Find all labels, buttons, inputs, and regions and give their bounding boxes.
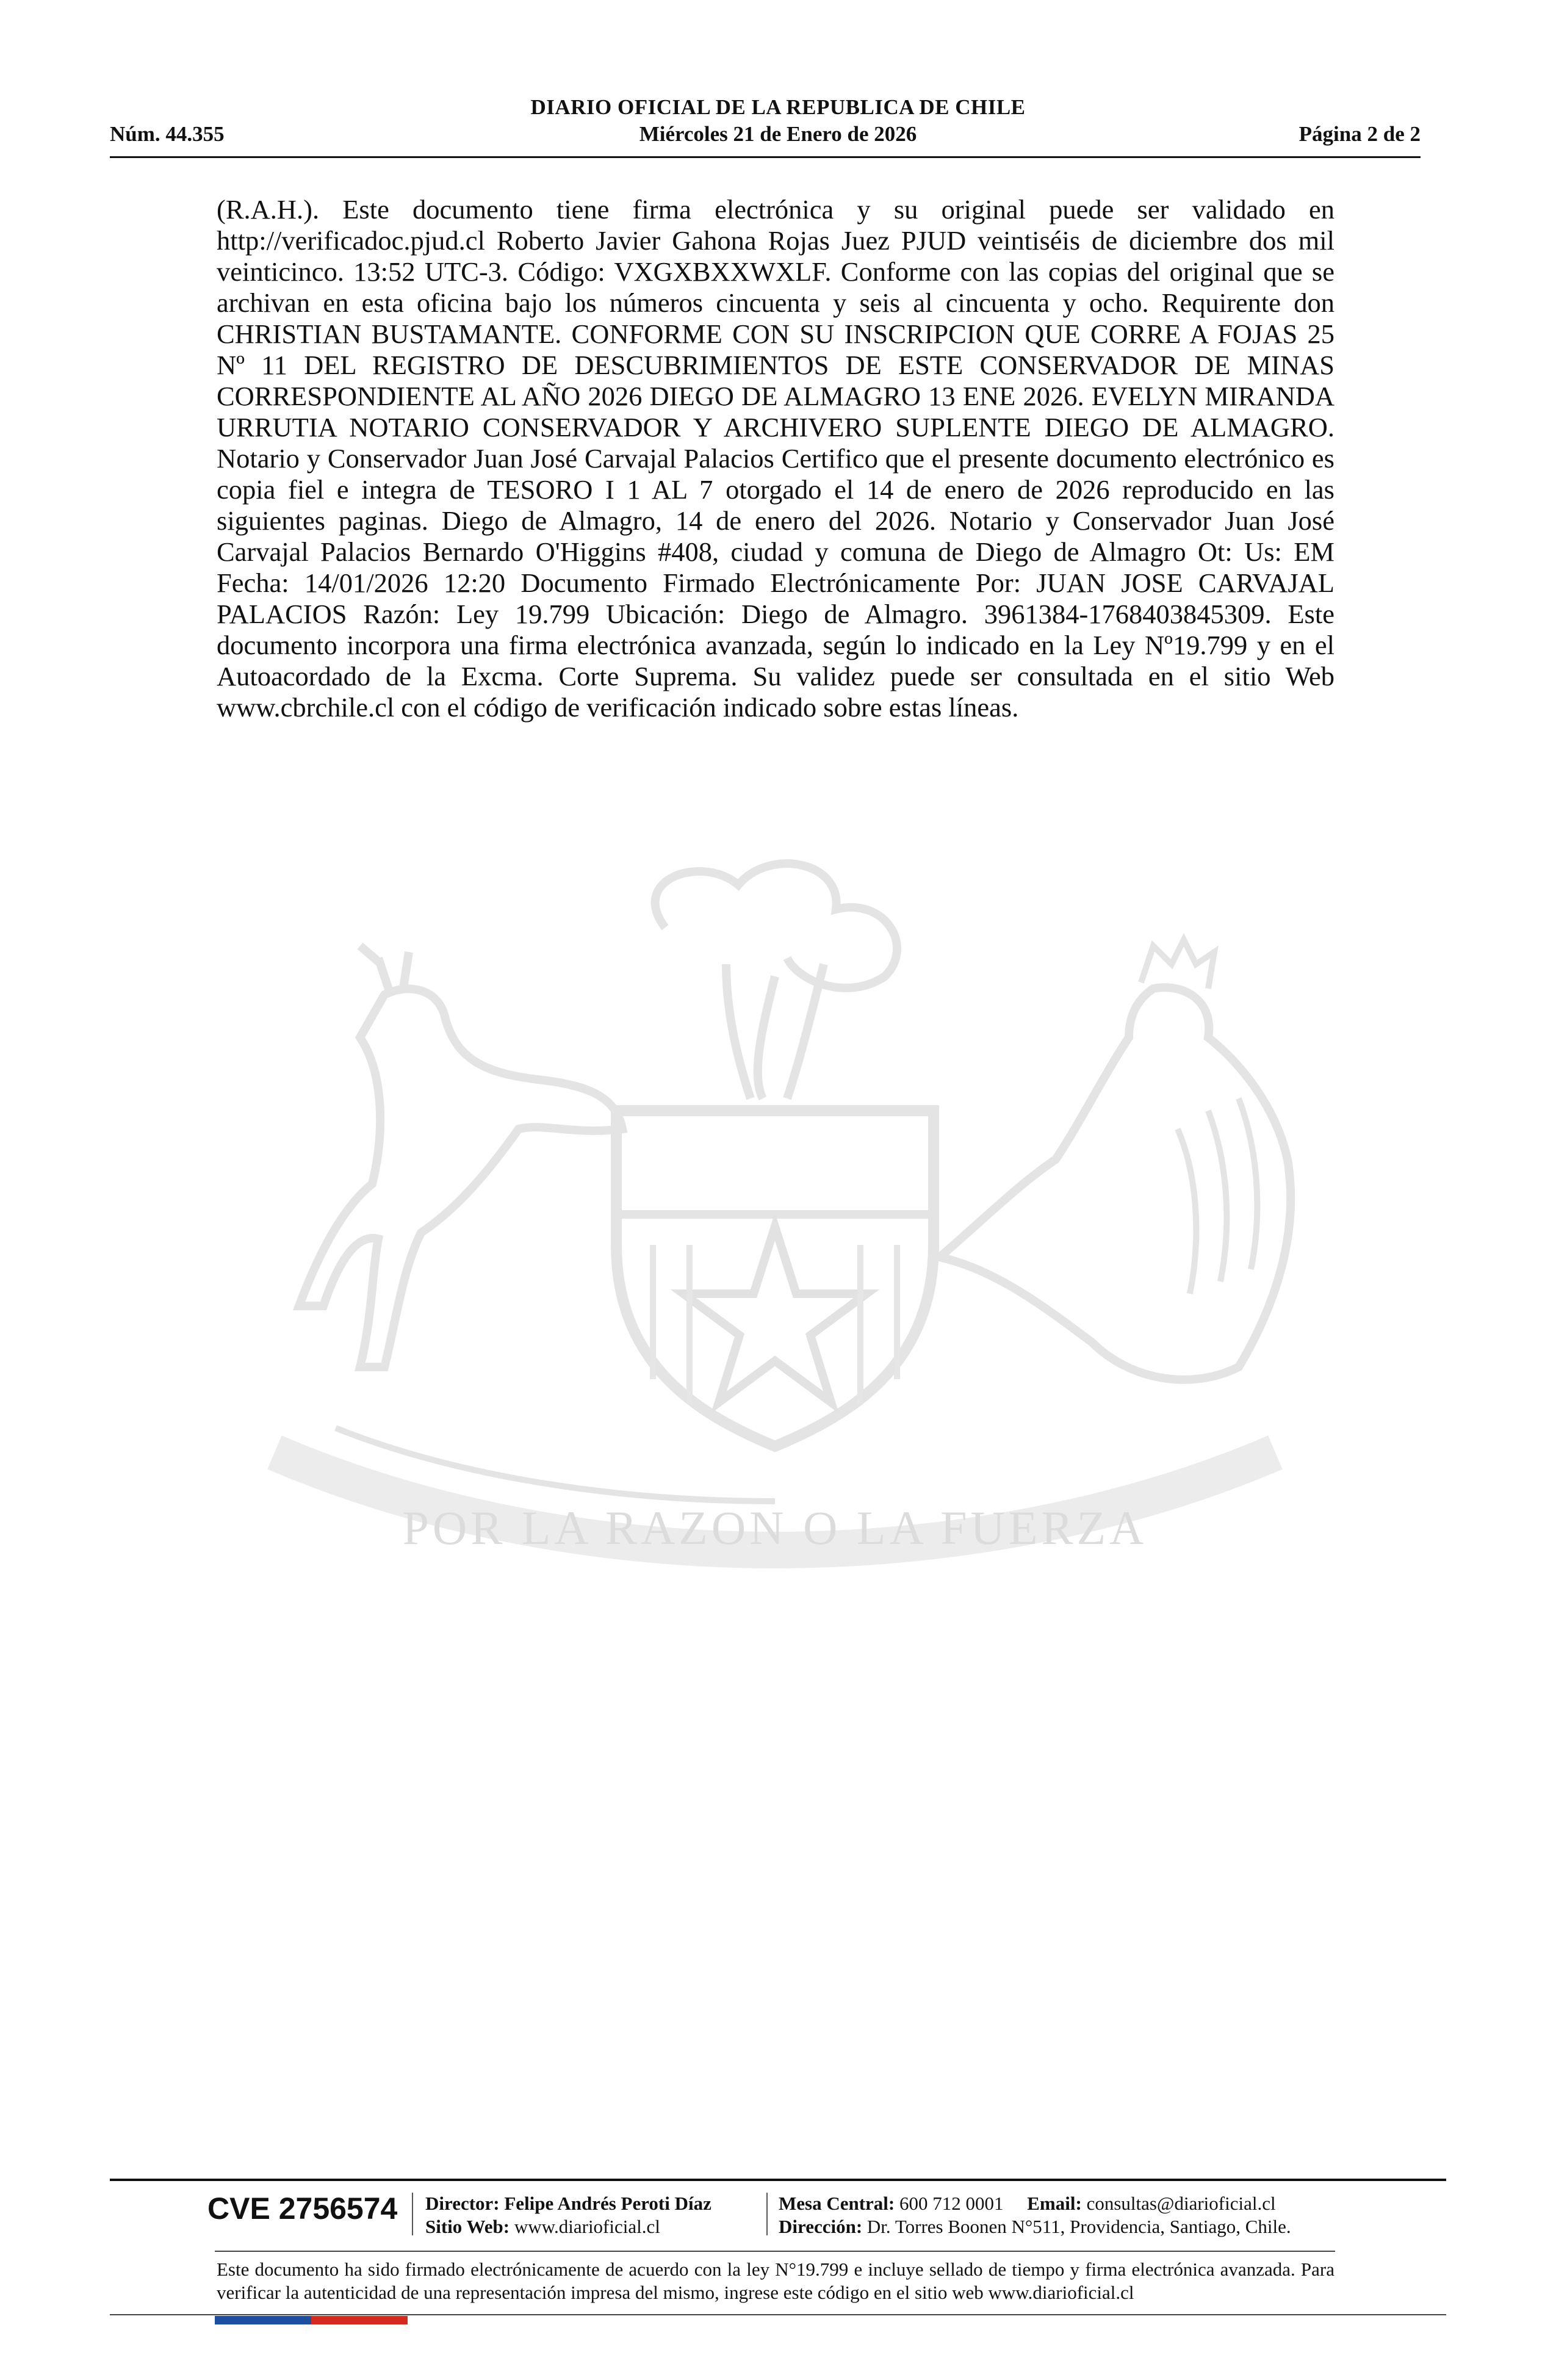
cve-code: CVE 2756574 (207, 2191, 398, 2226)
flag-stripe-blue (215, 2316, 311, 2324)
address-value: Dr. Torres Boonen N°511, Providencia, Santiago, Chile. (866, 2216, 1291, 2237)
footer-separator (766, 2193, 768, 2235)
motto-text: POR LA RAZON O LA FUERZA (402, 1501, 1148, 1554)
page-number: Página 2 de 2 (1298, 122, 1421, 146)
footer-bottom-divider (110, 2314, 1446, 2315)
issue-date: Miércoles 21 de Enero de 2026 (639, 122, 917, 146)
document-body: (R.A.H.). Este documento tiene firma electrónica y su original puede ser validado en http://verificadoc.pjud.cl Roberto Javier Gahona Rojas Juez PJUD veintiséis de diciembre dos mil veinticinco. 13:52 UTC-3. Código: VXGXBXXWXLF. Conforme con las copias del original que se archivan en esta oficina bajo los números cincuenta y seis al cincuenta y ocho. Requirente don CHRISTIAN BUSTAMANTE. CONFORME CON SU INSCRIPCION QUE CORRE A FOJAS 25 Nº 11 DEL REGISTRO DE DESCUBRIMIENTOS DE ESTE CONSERVADOR DE MINAS CORRESPONDIENTE AL AÑO 2026 DIEGO DE ALMAGRO 13 ENE 2026. EVELYN MIRANDA URRUTIA NOTARIO CONSERVADOR Y ARCHIVERO SUPLENTE DIEGO DE ALMAGRO. Notario y Conservador Juan José Carvajal Palacios Certifico que el presente documento electrónico es copia fiel e integra de TESORO I 1 AL 7 otorgado el 14 de enero de 2026 reproducido en las siguientes paginas. Diego de Almagro, 14 de enero del 2026. Notario y Conservador Juan José Carvajal Palacios Bernardo O'Higgins #408, ciudad y comuna de Diego de Almagro Ot: Us: EM Fecha: 14/01/2026 12:20 Documento Firmado Electrónicamente Por: JUAN JOSE CARVAJAL PALACIOS Razón: Ley 19.799 Ubicación: Diego de Almagro. 3961384-1768403845309. Este documento incorpora una firma electrónica avanzada, según lo indicado en la Ley Nº19.799 y en el Autoacordado de la Excma. Corte Suprema. Su validez puede ser consultada en el sitio Web www.cbrchile.cl con el código de verificación indicado sobre estas líneas. (217, 194, 1334, 723)
footer-contact-block (779, 2192, 1291, 2238)
footer-director-block (425, 2192, 711, 2238)
issue-number: Núm. 44.355 (110, 122, 225, 146)
address-label: Dirección: (779, 2216, 863, 2237)
web-label: Sitio Web: (425, 2216, 510, 2237)
footer-separator (412, 2193, 413, 2235)
email-link[interactable]: consultas@diarioficial.cl (1086, 2193, 1276, 2214)
mesa-label: Mesa Central: (779, 2193, 895, 2214)
email-label: Email: (1027, 2193, 1082, 2214)
publication-title: DIARIO OFICIAL DE LA REPUBLICA DE CHILE (530, 95, 1026, 119)
flag-stripe-red (311, 2316, 408, 2324)
web-link[interactable]: www.diarioficial.cl (514, 2216, 660, 2237)
footer-signature-note: Este documento ha sido firmado electrónicamente de acuerdo con la ley N°19.799 e incluye sellado de tiempo y firma electrónica avanzada. Para verificar la autenticidad de una representación impresa del mismo, ingrese este código en el sitio web www.diarioficial.cl (217, 2259, 1334, 2303)
footer-top-divider (110, 2179, 1446, 2181)
header-divider (110, 156, 1421, 158)
director-label: Director: (425, 2193, 500, 2214)
director-name: Felipe Andrés Peroti Díaz (504, 2193, 711, 2214)
coat-of-arms-watermark (201, 842, 1349, 1684)
footer-mid-divider (215, 2251, 1335, 2252)
mesa-phone: 600 712 0001 (899, 2193, 1004, 2214)
